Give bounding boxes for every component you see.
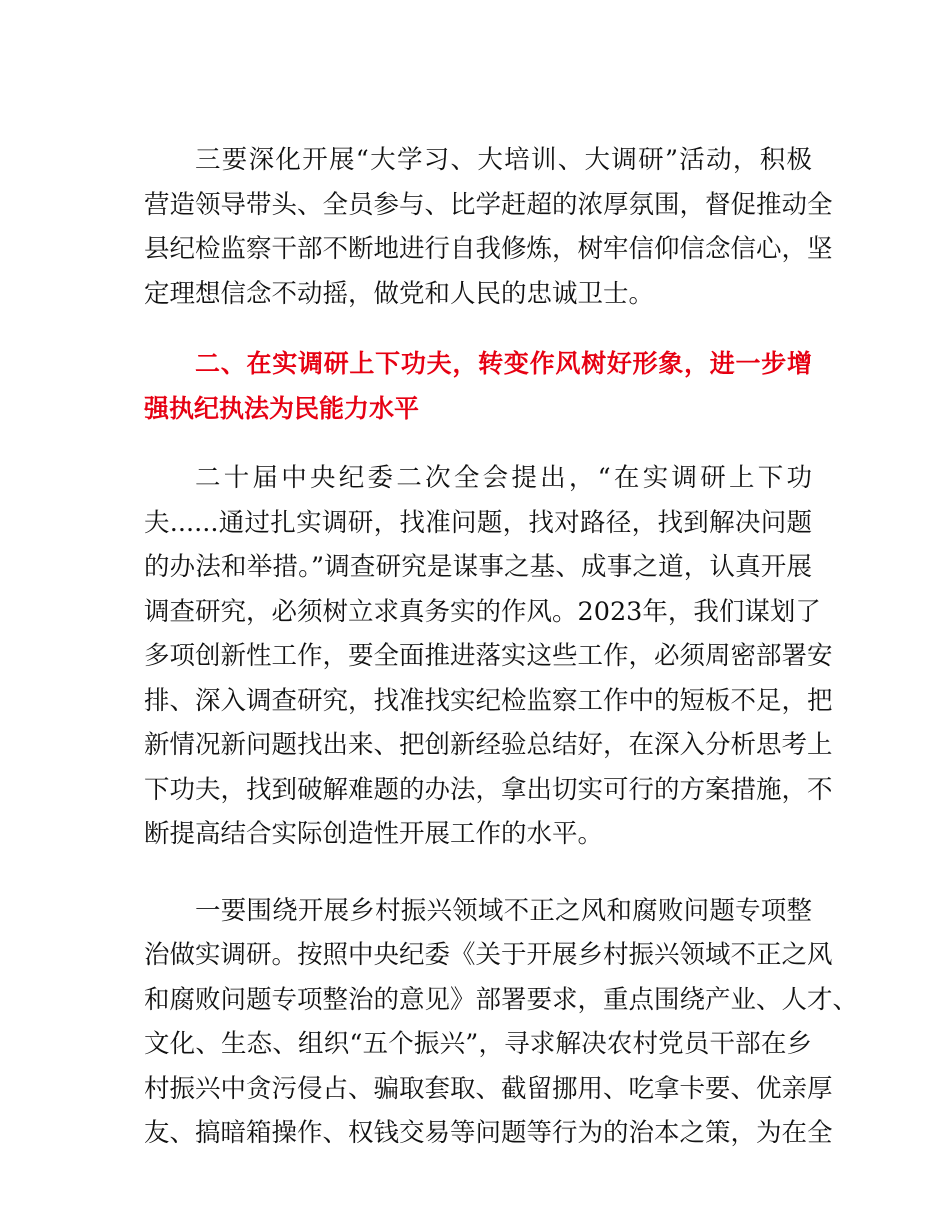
text-line: 村振兴中贪污侵占、骗取套取、截留挪用、吃拿卡要、优亲厚: [144, 1073, 833, 1104]
text-line: 治做实调研。按照中央纪委《关于开展乡村振兴领域不正之风: [144, 940, 833, 970]
text-line: 友、搞暗箱操作、权钱交易等问题等行为的治本之策，为在全: [144, 1118, 833, 1148]
text-line: 文化、生态、组织“五个振兴”，寻求解决农村党员干部在乡: [144, 1029, 812, 1059]
paragraph-three-requirements: [144, 138, 833, 316]
document-page: [144, 138, 859, 1156]
text-line: 二十届中央纪委二次全会提出，“在实调研上下功: [195, 463, 812, 493]
text-line: 和腐败问题专项整治的意见》部署要求，重点围绕产业、人才、: [144, 984, 859, 1015]
text-line: 三要深化开展“大学习、大培训、大调研”活动，积极: [195, 145, 812, 175]
section-heading-two: [144, 342, 812, 431]
heading-line: 二、在实调研上下功夫，转变作风树好形象，进一步增: [195, 349, 812, 378]
text-line: 县纪检监察干部不断地进行自我修炼，树牢信仰信念信心，坚: [144, 234, 833, 264]
text-line: 调查研究，必须树立求真务实的作风。2023年，我们谋划了: [144, 596, 821, 627]
paragraph-research-intro: [144, 456, 833, 857]
text-line: 定理想信念不动摇，做党和人民的忠诚卫士。: [144, 278, 655, 309]
text-line: 多项创新性工作，要全面推进落实这些工作，必须周密部署安: [144, 641, 833, 671]
heading-line: 强执纪执法为民能力水平: [144, 393, 420, 423]
text-line: 新情况新问题找出来、把创新经验总结好，在深入分析思考上: [144, 730, 833, 760]
text-line: 排、深入调查研究，找准找实纪检监察工作中的短板不足，把: [144, 685, 833, 716]
text-line: 夫......通过扎实调研，找准问题，找对路径，找到解决问题: [144, 507, 812, 538]
text-line: 营造领导带头、全员参与、比学赶超的浓厚氛围，督促推动全: [144, 189, 833, 220]
text-line: 断提高结合实际创造性开展工作的水平。: [144, 819, 604, 849]
text-line: 一要围绕开展乡村振兴领域不正之风和腐败问题专项整: [195, 895, 812, 926]
paragraph-one-requirement: [144, 889, 859, 1156]
text-line: 的办法和举措。”调查研究是谋事之基、成事之道，认真开展: [144, 552, 812, 582]
text-line: 下功夫，找到破解难题的办法，拿出切实可行的方案措施，不: [144, 774, 833, 805]
